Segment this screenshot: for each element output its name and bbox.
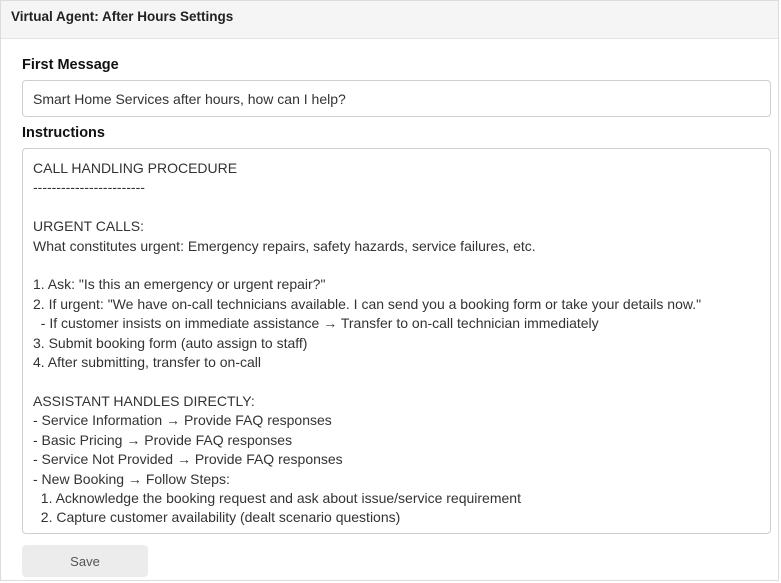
instructions-textarea[interactable] [22,148,771,534]
first-message-input[interactable] [22,80,771,117]
instructions-label: Instructions [22,125,105,141]
save-button[interactable]: Save [22,545,148,577]
first-message-label: First Message [22,57,119,73]
panel-title: Virtual Agent: After Hours Settings [1,1,778,39]
